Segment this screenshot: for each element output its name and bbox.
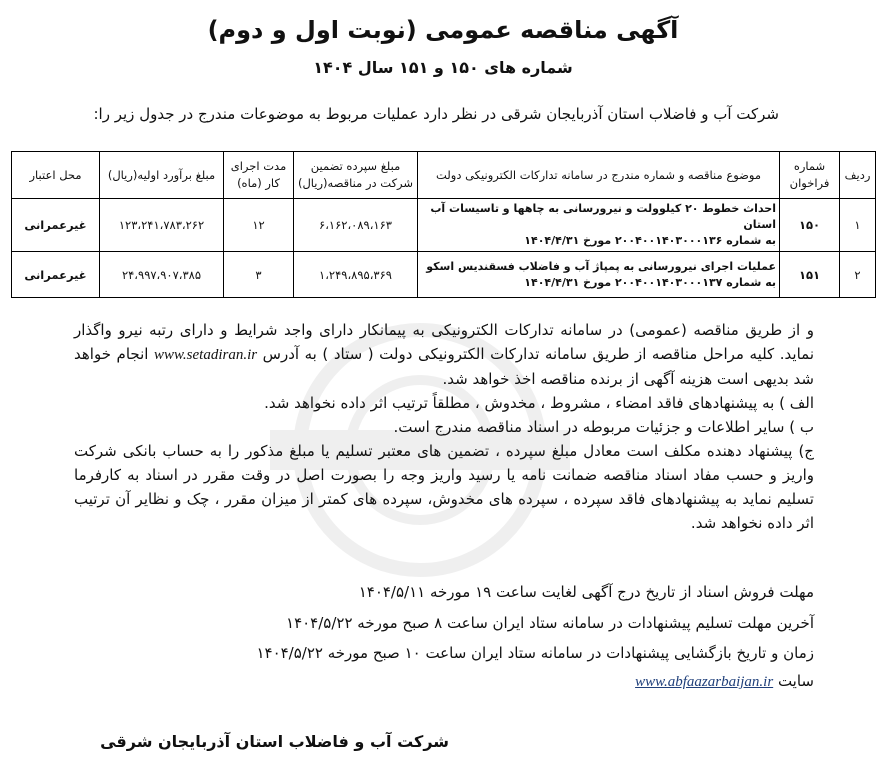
paragraph-procedure [74, 318, 814, 391]
setadiran-url: www.setadiran.ir [154, 347, 258, 363]
table-row [12, 252, 876, 298]
cell-guarantee: ۱،۲۴۹،۸۹۵،۳۶۹ [294, 252, 418, 298]
notice-subtitle: شماره های ۱۵۰ و ۱۵۱ سال ۱۴۰۴ [313, 58, 573, 77]
subject-line-1: احداث خطوط ۲۰ کیلوولت و نیرورسانی به چاهها و تاسیسات آب استان [430, 202, 776, 231]
cell-call-no: ۱۵۰ [780, 199, 840, 252]
cell-call-no: ۱۵۱ [780, 252, 840, 298]
intro-text: شرکت آب و فاضلاب استان آذربایجان شرقی در نظر دارد عملیات مربوط به موضوعات مندرج در جدول زیر را: [93, 105, 779, 123]
subject-line-2: به شماره ۲۰۰۴۰۰۱۴۰۳۰۰۰۱۳۶ مورخ ۱۴۰۴/۴/۳۱ [524, 234, 776, 247]
cell-credit: غیرعمرانی [12, 252, 100, 298]
subject-line-2: به شماره ۲۰۰۴۰۰۱۴۰۳۰۰۰۱۳۷ مورخ ۱۴۰۴/۴/۳۱ [524, 275, 776, 289]
company-signature: شرکت آب و فاضلاب استان آذربایجان شرقی [100, 732, 449, 751]
col-header-subject: موضوع مناقصه و شماره مندرج در سامانه تدارکات الکترونیکی دولت [418, 152, 780, 199]
opening-time: زمان و تاریخ بازگشایی پیشنهادات در سامانه ستاد ایران ساعت ۱۰ صبح مورخه ۱۴۰۴/۵/۲۲ [256, 644, 814, 662]
clause-c: ج) پیشنهاد دهنده مکلف است معادل مبلغ سپرده ، تضمین های معتبر تسلیم یا مبلغ مذکور را به حساب بانکی شرکت واریز و حسب مفاد اسناد مناقصه ضمانت نامه یا رسید واریز وجه را بصورت اصل در وقت مقرر در اسناد به کارفرما تسلیم نماید به پیشنهادهای فاقد سپرده ، سپرده های مخدوش، سپرده های کمتر از میزان مقرر ، چک و نظایر آن ترتیب اثر داده نخواهد شد. [74, 442, 814, 532]
clause-b: ب ) سایر اطلاعات و جزئیات مربوطه در اسناد مناقصه مندرج است. [393, 418, 814, 436]
cell-estimate: ۱۲۳،۲۴۱،۷۸۳،۲۶۲ [100, 199, 224, 252]
subject-line-1: عملیات اجرای نیرورسانی به پمپاژ آب و فاضلاب فسقندیس اسکو [426, 259, 776, 273]
cell-subject [418, 252, 780, 298]
cell-guarantee: ۶،۱۶۲،۰۸۹،۱۶۳ [294, 199, 418, 252]
submission-deadline: آخرین مهلت تسلیم پیشنهادات در سامانه ستاد ایران ساعت ۸ صبح مورخه ۱۴۰۴/۵/۲۲ [286, 614, 814, 632]
site-label: سایت [777, 672, 814, 690]
tenders-table [11, 151, 876, 298]
clause-a: الف ) به پیشنهادهای فاقد امضاء ، مشروط ، مخدوش ، مطلقاً ترتیب اثر داده نخواهد شد. [264, 394, 814, 412]
cell-row: ۱ [840, 199, 876, 252]
doc-sale-deadline: مهلت فروش اسناد از تاریخ درج آگهی لغایت ساعت ۱۹ مورخه ۱۴۰۴/۵/۱۱ [358, 583, 814, 601]
col-header-credit: محل اعتبار [12, 152, 100, 199]
notice-body [74, 318, 814, 535]
procedure-text-b: انجام خواهد شد بدیهی است هزینه آگهی از برنده مناقصه اخذ خواهد شد. [74, 345, 814, 388]
table-header-row [12, 152, 876, 199]
abfa-website-link[interactable]: www.abfaazarbaijan.ir [635, 674, 774, 690]
cell-credit: غیرعمرانی [12, 199, 100, 252]
col-header-estimate: مبلغ برآورد اولیه(ریال) [100, 152, 224, 199]
cell-estimate: ۲۴،۹۹۷،۹۰۷،۳۸۵ [100, 252, 224, 298]
cell-subject [418, 199, 780, 252]
cell-duration: ۱۲ [224, 199, 294, 252]
col-header-row: ردیف [840, 152, 876, 199]
col-header-duration: مدت اجرای کار (ماه) [224, 152, 294, 199]
procedure-text-a: و از طریق مناقصه (عمومی) در سامانه تدارکات الکترونیکی به پیمانکار دارای واجد شرایط و دارای رتبه نیرو واگذار نماید. کلیه مراحل مناقصه از طریق سامانه تدارکات الکترونیکی دولت ( ستاد ) به آدرس [74, 321, 814, 363]
notice-title: آگهی مناقصه عمومی (نوبت اول و دوم) [207, 16, 679, 44]
table-row [12, 199, 876, 252]
website-line [635, 672, 814, 691]
cell-duration: ۳ [224, 252, 294, 298]
col-header-call-no: شماره فراخوان [780, 152, 840, 199]
cell-row: ۲ [840, 252, 876, 298]
col-header-guarantee: مبلغ سپرده تضمین شرکت در مناقصه(ریال) [294, 152, 418, 199]
